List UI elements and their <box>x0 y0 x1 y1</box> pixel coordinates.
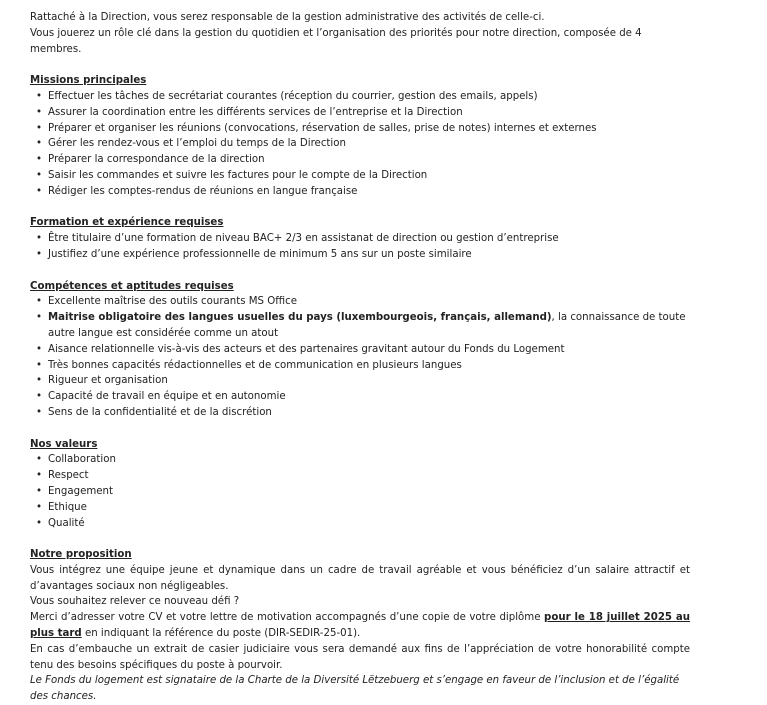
valeurs-list <box>30 452 690 531</box>
list-item: • Gérer les rendez-vous et l’emploi du temps de la Direction <box>48 136 690 152</box>
list-item: • Assurer la coordination entre les différents services de l’entreprise et la Direction <box>48 105 690 121</box>
proposition-paragraph-2: Vous souhaitez relever ce nouveau défi ? <box>30 596 240 608</box>
application-instructions: Merci d’adresser votre CV et votre lettre de motivation accompagnés d’une copie de votre diplôme <box>30 612 545 624</box>
list-item-languages <box>48 310 690 342</box>
proposition-heading: Notre proposition <box>30 549 132 561</box>
competences-list <box>30 294 690 420</box>
list-item: • Qualité <box>48 516 690 532</box>
languages-requirement: Maitrise obligatoire des langues usuelles du pays (luxembourgeois, français, allemand) <box>48 312 552 324</box>
list-item: • Aisance relationnelle vis-à-vis des acteurs et des partenaires gravitant autour du Fonds du Logement <box>48 342 690 358</box>
intro-line-1: Rattaché à la Direction, vous serez responsable de la gestion administrative des activités de celle-ci. <box>30 12 545 23</box>
proposition-paragraph-4: En cas d’embauche un extrait de casier judiciaire vous sera demandé aux fins de l’appréciation de votre honorabilité compte tenu des besoins spécifiques du poste à pourvoir. <box>30 643 690 671</box>
spacer <box>30 263 690 279</box>
list-item: • Respect <box>48 468 690 484</box>
languages-note: , la connaissance de toute autre langue est considérée comme un atout <box>48 312 686 339</box>
diversity-charter-statement: Le Fonds du logement est signataire de la Charte de la Diversité Lëtzebuerg et s’engage en faveur de l’inclusion et de l’égalité des chances. <box>30 675 680 703</box>
spacer <box>30 421 690 437</box>
list-item: • Engagement <box>48 484 690 500</box>
formation-list <box>30 231 690 263</box>
list-item: • Sens de la confidentialité et de la discrétion <box>48 405 690 421</box>
list-item: • Très bonnes capacités rédactionnelles et de communication en plusieurs langues <box>48 358 690 374</box>
spacer <box>30 531 690 547</box>
valeurs-heading: Nos valeurs <box>30 438 98 450</box>
list-item: • Collaboration <box>48 452 690 468</box>
proposition-paragraph-1: Vous intégrez une équipe jeune et dynamique dans un cadre de travail agréable et vous bénéficiez d’un salaire attractif et d’avantages sociaux non négligeables. <box>30 564 690 592</box>
missions-list <box>30 89 690 200</box>
application-deadline: pour le 18 juillet 2025 au plus tard <box>30 612 690 640</box>
spacer <box>30 200 690 216</box>
list-item: • Ethique <box>48 500 690 516</box>
list-item: • Préparer la correspondance de la direction <box>48 152 690 168</box>
list-item: • Saisir les commandes et suivre les factures pour le compte de la Direction <box>48 168 690 184</box>
list-item: • Capacité de travail en équipe et en autonomie <box>48 389 690 405</box>
list-item: • Préparer et organiser les réunions (convocations, réservation de salles, prise de notes) internes et externes <box>48 121 690 137</box>
list-item: • Rédiger les comptes-rendus de réunions en langue française <box>48 184 690 200</box>
list-item: • Rigueur et organisation <box>48 373 690 389</box>
intro-line-2: Vous jouerez un rôle clé dans la gestion du quotidien et l’organisation des priorités pour notre direction, composée de 4 membres. <box>30 27 642 55</box>
list-item: • Excellente maîtrise des outils courants MS Office <box>48 294 690 310</box>
job-reference-text: en indiquant la référence du poste (DIR-SEDIR-25-01). <box>81 628 361 640</box>
spacer <box>30 57 690 73</box>
proposition-paragraph-3 <box>30 610 690 642</box>
formation-heading: Formation et expérience requises <box>30 217 224 229</box>
missions-heading: Missions principales <box>30 75 147 87</box>
list-item: • Être titulaire d’une formation de niveau BAC+ 2/3 en assistanat de direction ou gestion d’entreprise <box>48 231 690 247</box>
list-item: • Effectuer les tâches de secrétariat courantes (réception du courrier, gestion des emails, appels) <box>48 89 690 105</box>
list-item: • Justifiez d’une expérience professionnelle de minimum 5 ans sur un poste similaire <box>48 247 690 263</box>
competences-heading: Compétences et aptitudes requises <box>30 280 234 292</box>
